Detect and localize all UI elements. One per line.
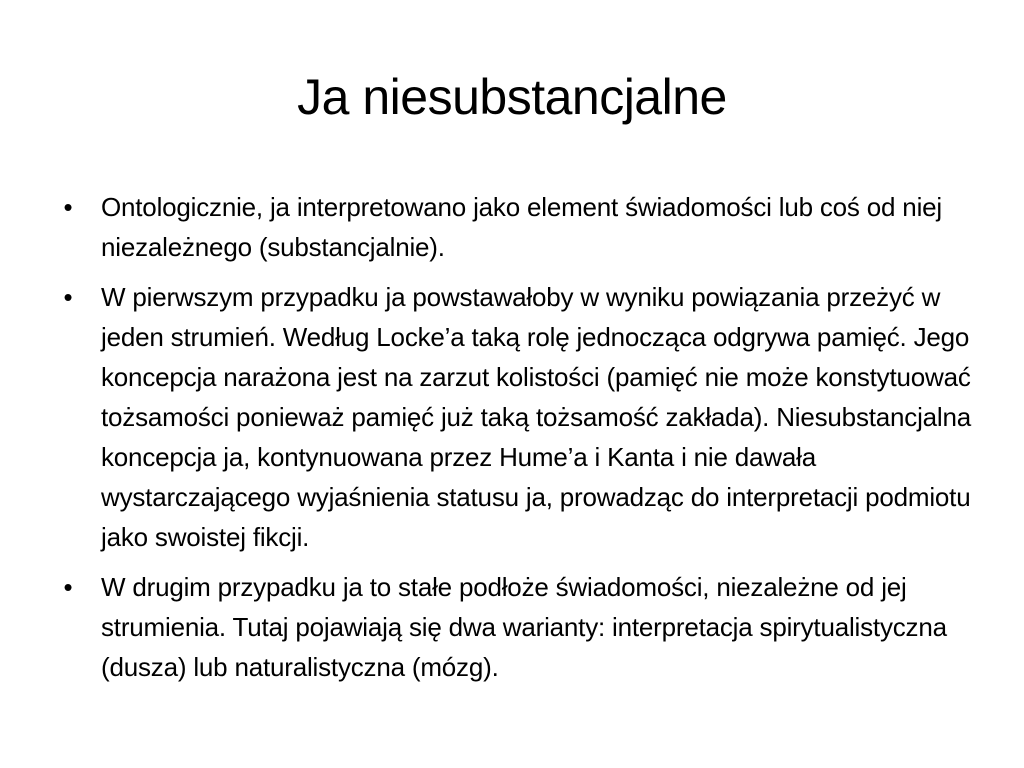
bullet-icon: • [63,192,73,222]
bullet-item-2 [58,277,973,557]
bullet-text: Ontologicznie, ja interpretowano jako element świadomości lub coś od niej niezależnego (substancjalnie). [101,192,942,262]
bullet-item-3 [58,567,973,687]
bullet-text: W pierwszym przypadku ja powstawałoby w wyniku powiązania przeżyć w jeden strumień. Według Locke’a taką rolę jednocząca odgrywa pamięć. Jego koncepcja narażona jest na zarzut kolistości (pamięć nie może konstytuować tożsamości ponieważ pamięć już taką tożsamość zakłada). Niesubstancjalna koncepcja ja, kontynuowana przez Hume’a i Kanta i nie dawała wystarczającego wyjaśnienia statusu ja, prowadząc do interpretacji podmiotu jako swoistej fikcji. [101,282,972,552]
bullet-list [58,187,973,697]
bullet-item-1 [58,187,973,267]
bullet-icon: • [63,282,73,312]
bullet-icon: • [63,572,73,602]
slide-title: Ja niesubstancjalne [297,69,727,125]
bullet-text: W drugim przypadku ja to stałe podłoże świadomości, niezależne od jej strumienia. Tutaj pojawiają się dwa warianty: interpretacja spirytualistyczna (dusza) lub naturalistyczna (mózg). [101,572,947,682]
